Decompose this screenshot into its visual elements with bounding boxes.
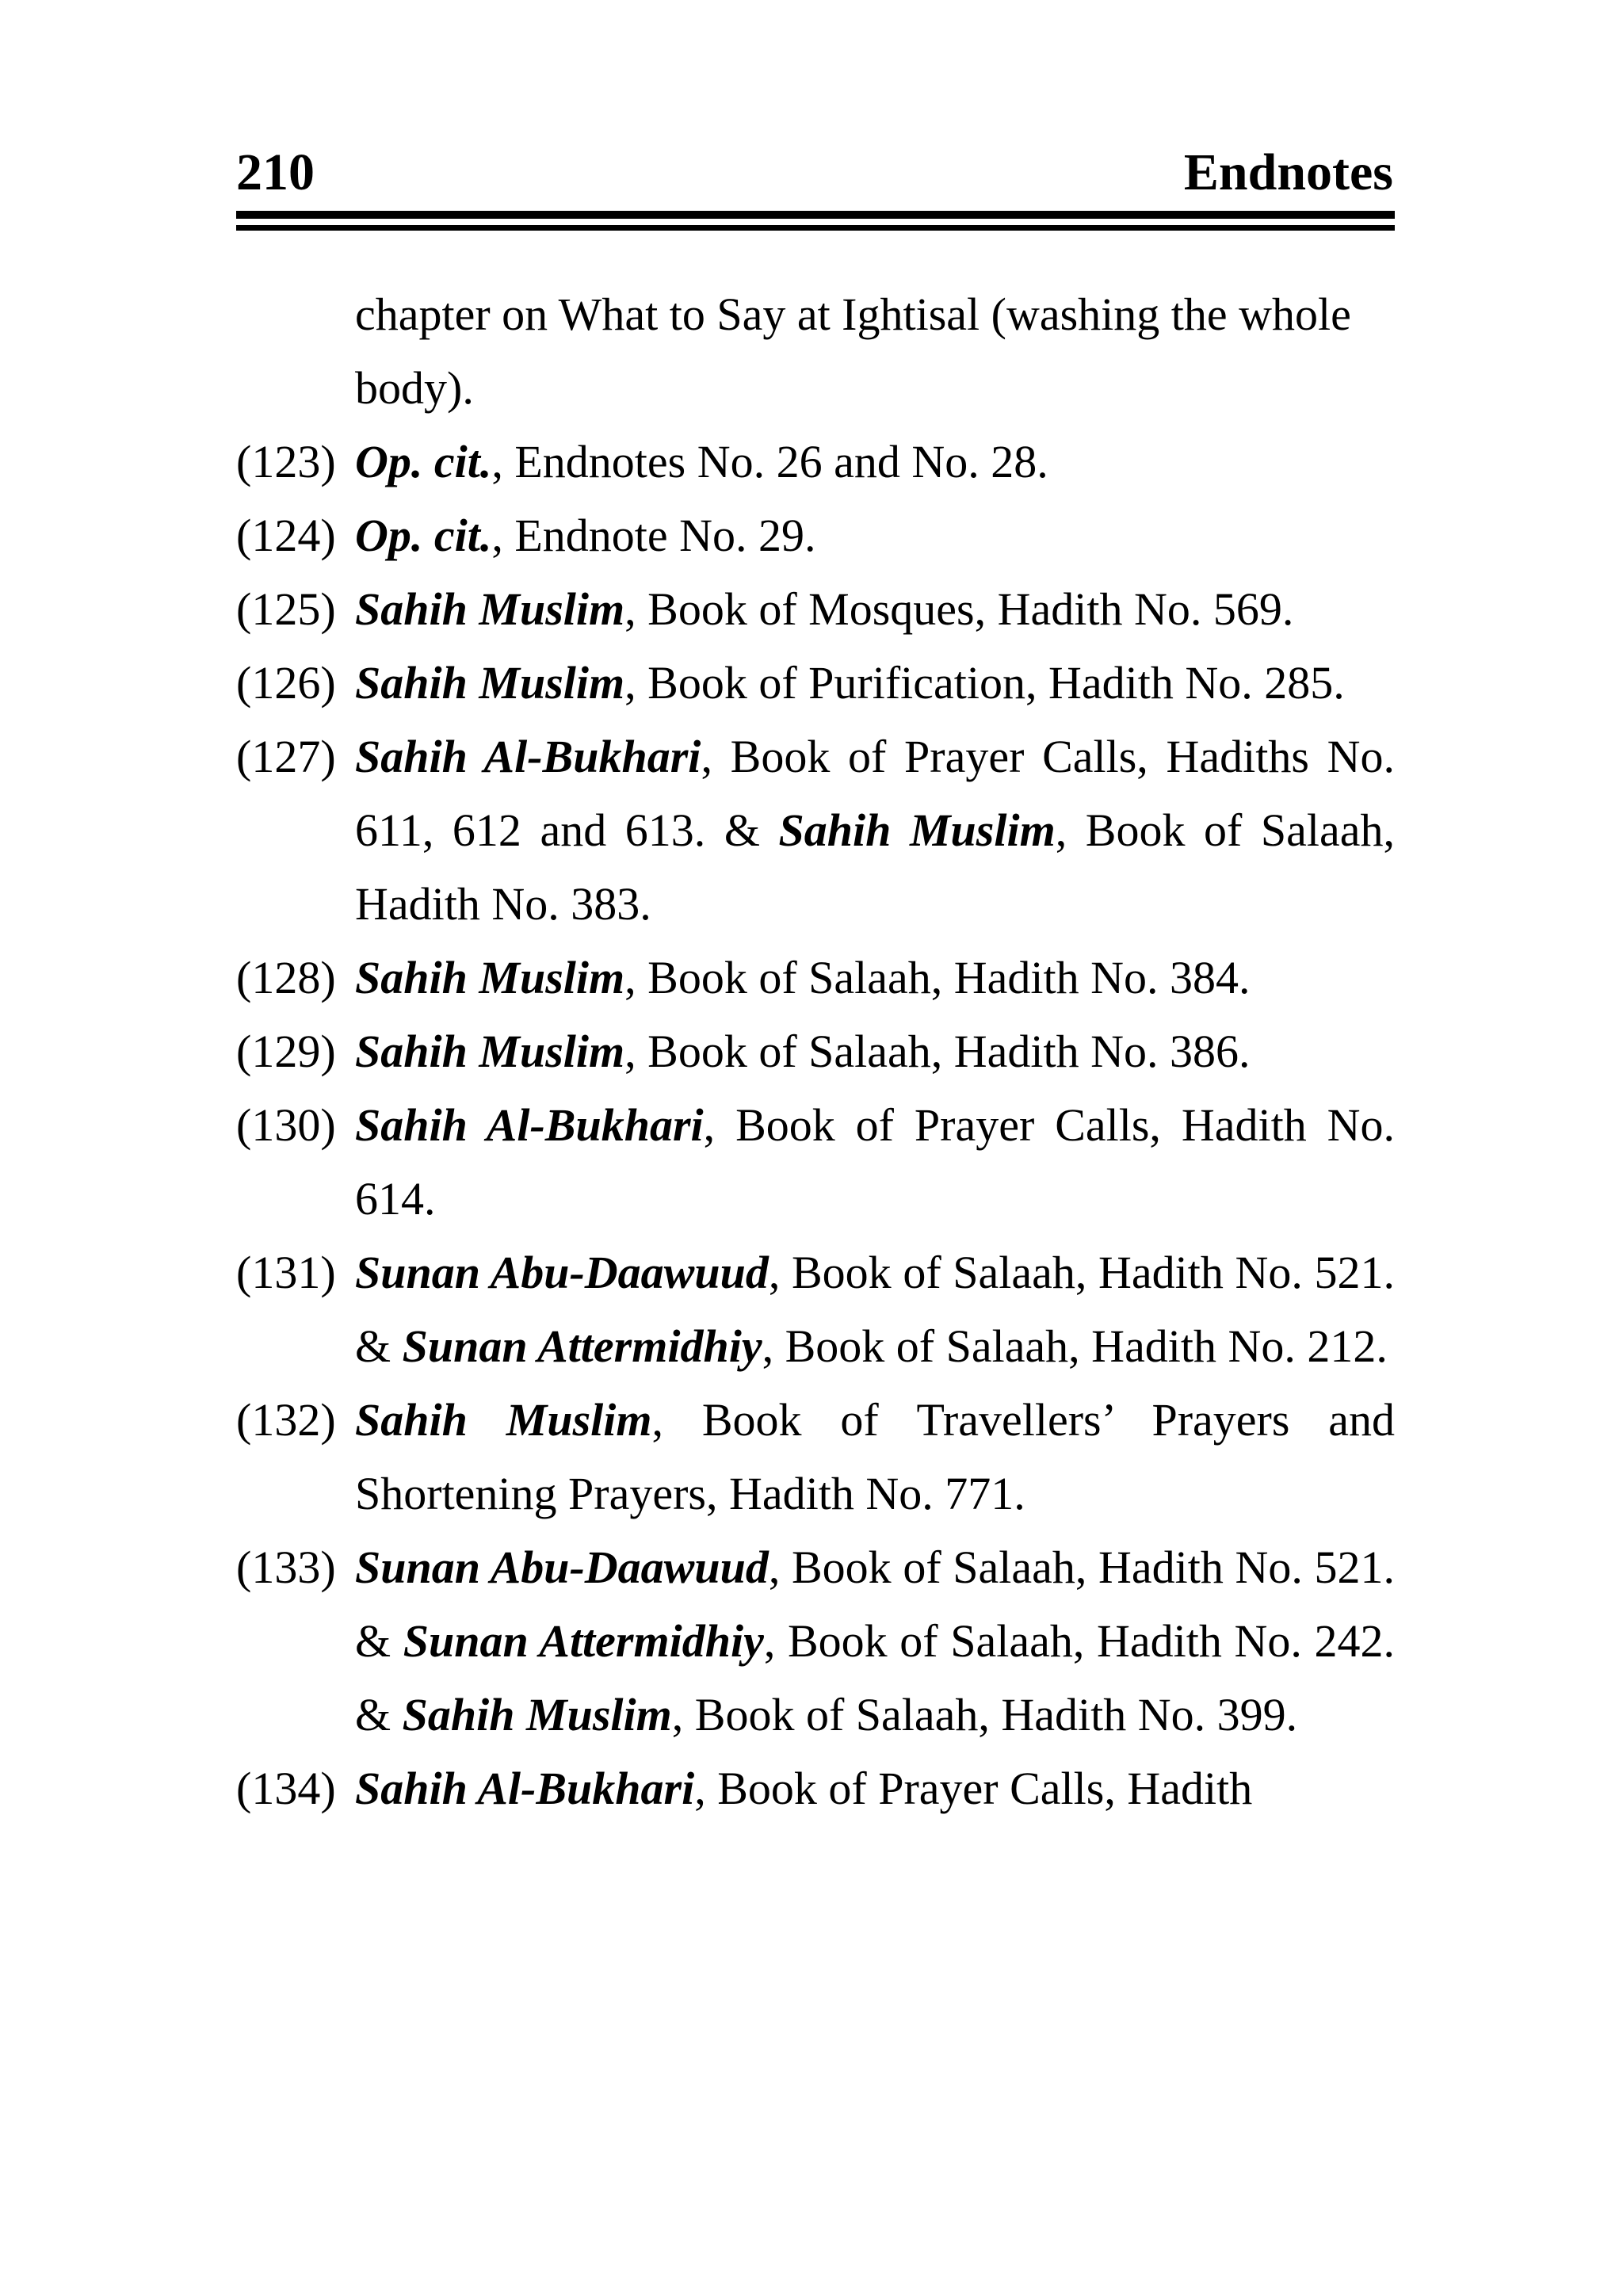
endnote-number: (132) (236, 1394, 336, 1446)
source-title: Sahih Muslim (402, 1689, 672, 1740)
page-header (236, 141, 1393, 204)
endnote-text (355, 1541, 1395, 1740)
citation-text: , Book of Purification, Hadith No. 285. (624, 657, 1345, 709)
endnote-entries (236, 425, 1395, 1825)
endnote-number: (128) (236, 952, 336, 1003)
source-title: Op. cit. (355, 510, 492, 561)
endnote-number: (129) (236, 1026, 336, 1077)
citation-text: , Book of Salaah, Hadith No. 384. (624, 952, 1251, 1003)
source-title: Op. cit. (355, 436, 492, 487)
source-title: Sahih Muslim (778, 804, 1056, 856)
endnote-item (236, 720, 1395, 941)
endnote-number: (131) (236, 1247, 336, 1298)
header-rule-thin (236, 225, 1395, 231)
citation-text: , Book of Salaah, Hadith No. 521. & (355, 1541, 1396, 1667)
source-title: Sahih Muslim (355, 1026, 625, 1077)
endnote-text (355, 436, 1048, 487)
endnote-number: (133) (236, 1541, 336, 1593)
endnote-number: (127) (236, 731, 336, 782)
source-title: Sahih Muslim (355, 583, 625, 635)
citation-text: , Book of Prayer Calls, Hadiths No. 611, 612 and 613. & (355, 731, 1396, 856)
endnote-text (355, 657, 1345, 709)
citation-text: , Book of Salaah, Hadith No. 386. (624, 1026, 1251, 1077)
endnote-item (236, 1236, 1395, 1383)
source-title: Sahih Al-Bukhari (355, 1763, 695, 1814)
source-title: Sunan Abu-Daawuud (355, 1247, 769, 1298)
endnote-text (355, 1763, 1252, 1814)
endnote-item (236, 1530, 1395, 1752)
source-title: Sahih Al-Bukhari (355, 731, 701, 782)
citation-text: , Endnotes No. 26 and No. 28. (491, 436, 1048, 487)
source-title: Sahih Muslim (355, 657, 625, 709)
citation-text: , Book of Salaah, Hadith No. 521. & (355, 1247, 1396, 1372)
source-title: Sunan Attermidhiy (402, 1320, 762, 1372)
endnote-item (236, 1014, 1395, 1088)
citation-text: , Book of Salaah, Hadith No. 212. (762, 1320, 1388, 1372)
endnote-text (355, 1394, 1395, 1519)
endnote-text (355, 510, 816, 561)
endnote-text (355, 952, 1250, 1003)
endnotes-list (236, 277, 1395, 1825)
endnote-item (236, 1088, 1395, 1236)
header-rule-thick (236, 211, 1395, 219)
running-title: Endnotes (1183, 143, 1393, 201)
page-number: 210 (236, 143, 315, 201)
endnote-text (355, 1099, 1395, 1224)
endnote-text (355, 731, 1395, 930)
endnote-item (236, 572, 1395, 646)
citation-text: , Book of Salaah, Hadith No. 242. & (355, 1615, 1395, 1740)
endnote-item (236, 941, 1395, 1014)
endnote-number: (126) (236, 657, 336, 709)
endnote-number: (125) (236, 583, 336, 635)
endnote-item (236, 499, 1395, 572)
endnote-item (236, 646, 1395, 720)
endnote-item (236, 1383, 1395, 1530)
citation-text: , Book of Salaah, Hadith No. 383. (355, 804, 1395, 930)
source-title: Sahih Muslim (355, 952, 625, 1003)
endnote-number: (123) (236, 436, 336, 487)
citation-text: , Endnote No. 29. (491, 510, 816, 561)
endnote-number: (130) (236, 1099, 336, 1151)
endnote-number: (124) (236, 510, 336, 561)
source-title: Sunan Abu-Daawuud (355, 1541, 769, 1593)
citation-text: , Book of Mosques, Hadith No. 569. (624, 583, 1294, 635)
endnote-item (236, 425, 1395, 499)
continued-endnote: chapter on What to Say at Ightisal (washing the whole body). (355, 288, 1351, 414)
source-title: Sahih Al-Bukhari (355, 1099, 704, 1151)
endnote-item (236, 1752, 1395, 1825)
endnote-text (355, 583, 1293, 635)
source-title: Sahih Muslim (355, 1394, 652, 1446)
citation-text: , Book of Prayer Calls, Hadith (694, 1763, 1253, 1814)
source-title: Sunan Attermidhiy (403, 1615, 764, 1667)
citation-text: , Book of Prayer Calls, Hadith No. 614. (355, 1099, 1396, 1224)
endnote-text (355, 1247, 1395, 1372)
citation-text: , Book of Travellers’ Prayers and Shortening Prayers, Hadith No. 771. (355, 1394, 1395, 1519)
citation-text: , Book of Salaah, Hadith No. 399. (671, 1689, 1298, 1740)
endnote-text (355, 1026, 1250, 1077)
endnote-number: (134) (236, 1763, 336, 1814)
